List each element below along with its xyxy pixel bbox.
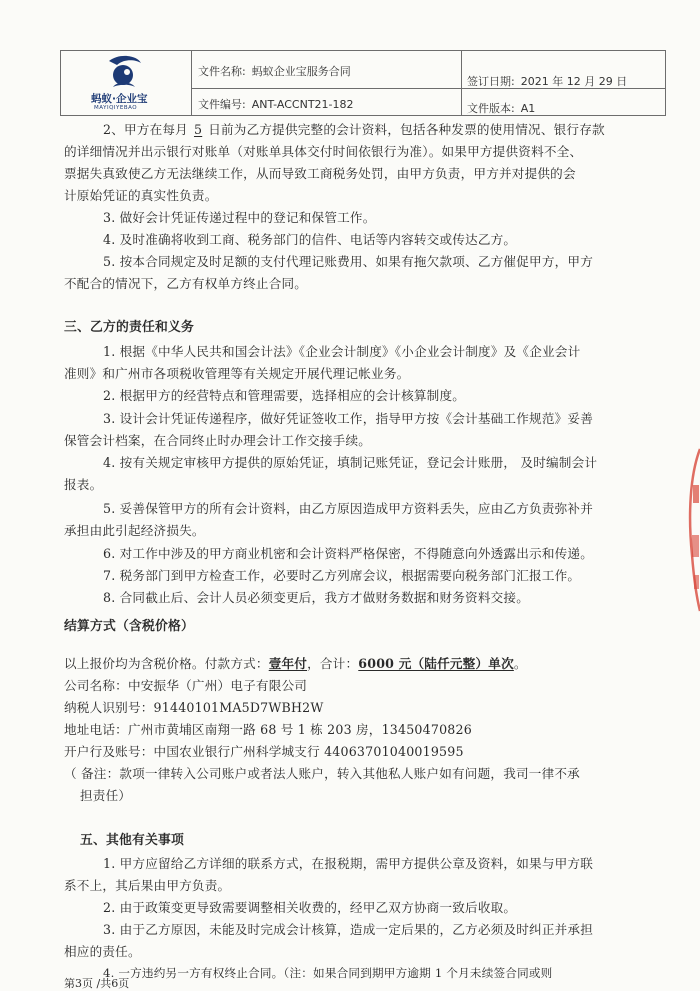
payment-end: 。 [513,656,527,671]
logo-brand-text: 蚂蚁·企业宝 [91,93,148,105]
doc-name-value: 蚂蚁企业宝服务合同 [251,65,351,78]
company-name: 公司名称：中安振华（广州）电子有限公司 [64,678,308,693]
s3-p4-line2: 报表。 [64,477,103,492]
tax-id: 纳税人识别号：91440101MA5D7WBH2W [64,700,324,715]
company-logo [61,51,191,115]
s3-p5-line1: 5. 妥善保管甲方的所有会计资料，由乙方原因造成甲方资料丢失，应由乙方负责弥补并 [103,501,593,516]
section5-heading: 五、其他有关事项 [80,833,184,848]
section3-heading: 三、乙方的责任和义务 [64,320,194,335]
version-cell [467,100,535,116]
doc-name-cell [198,63,351,79]
s2-p2-line3: 票据失真致使乙方无法继续工作，从而导致工商税务处罚，由甲方负责，甲方并对提供的会 [64,166,576,181]
doc-no-label: 文件编号: [198,98,246,111]
s2-p2-line2: 的详细情况并出示银行对账单（对账单具体交付时间依银行为准）。如果甲方提供资料不全、 [64,144,583,159]
s3-p2: 2. 根据甲方的经营特点和管理需要，选择相应的会计核算制度。 [103,388,466,403]
s2-p4: 4. 及时准确将收到工商、税务部门的信件、电话等内容转交或传达乙方。 [103,232,517,247]
settlement-note-line2: 担责任） [80,788,132,803]
s5-p3-line2: 相应的责任。 [64,944,141,959]
payment-prefix: 以上报价均为含税价格。付款方式： [64,656,269,671]
document-header-table [60,50,666,116]
logo-sub-text: MAYIQIYEBAO [94,105,138,111]
doc-no-cell [198,96,354,112]
s5-p2: 2. 由于政策变更导致需要调整相关收费的，经甲乙双方协商一致后收取。 [103,900,517,915]
s3-p6: 6. 对工作中涉及的甲方商业机密和会计资料严格保密，不得随意向外透露出示和传递。 [103,546,593,561]
s5-p1-line1: 1. 甲方应留给乙方详细的联系方式，在报税期，需甲方提供公章及资料，如果与甲方联 [103,856,593,871]
sign-date-value: 2021 年 12 月 29 日 [520,75,628,88]
version-value: A1 [520,102,536,115]
s3-p4-line1: 4. 按有关规定审核甲方提供的原始凭证，填制记账凭证，登记会计账册， 及时编制会计 [103,455,598,470]
s2-p2-line1 [103,124,605,137]
payment-total-label: ，合计： [307,656,359,671]
s2-p2-day: 5 [193,122,203,137]
s2-p2-line4: 计原始凭证的真实性负责。 [64,188,218,203]
s2-p5-line2: 不配合的情况下，乙方有权单方终止合同。 [64,276,308,291]
settlement-heading: 结算方式（含税价格） [64,619,194,634]
seal-stamp-icon [686,445,700,615]
header-divider [191,51,192,115]
bank-account: 开户行及账号：中国农业银行广州科学城支行 44063701040019595 [64,744,464,759]
address-phone: 地址电话：广州市黄埔区南翔一路 68 号 1 栋 203 房，13450470826 [64,722,472,737]
settlement-note-line1: （ 备注：款项一律转入公司账户或者法人账户，转入其他私人账户如有问题，我司一律不承 [64,766,580,781]
s2-p3: 3. 做好会计凭证传递过程中的登记和保管工作。 [103,210,376,225]
s3-p7: 7. 税务部门到甲方检查工作，必要时乙方列席会议，根据需要向税务部门汇报工作。 [103,568,581,583]
s3-p5-line2: 承担由此引起经济损失。 [64,523,205,538]
payment-total: 6000 元（陆仟元整）单次 [358,656,514,671]
doc-name-label: 文件名称: [198,65,246,78]
payment-method: 壹年付 [268,656,308,671]
s5-p4-line1: 4. 一方违约另一方有权终止合同。（注：如果合同到期甲方逾期 1 个月未续签合同或则 [103,966,553,980]
header-divider [461,51,462,115]
s2-p5-line1: 5. 按本合同规定及时足额的支付代理记账费用、如果有拖欠款项、乙方催促甲方，甲方 [103,254,593,269]
doc-no-value: ANT-ACCNT21-182 [251,98,354,111]
s5-p1-line2: 系不上，其后果由甲方负责。 [64,878,231,893]
s3-p3-line2: 保管会计档案，在合同终止时办理会计工作交接手续。 [64,433,372,448]
s3-p1-line2: 准则》和广州市各项税收管理等有关规定开展代理记帐业务。 [64,366,410,381]
s3-p8: 8. 合同截止后、会计人员必须变更后，我方才做财务数据和财务资料交接。 [103,590,530,605]
sign-date-cell [467,73,627,89]
s3-p3-line1: 3. 设计会计凭证传递程序，做好凭证签收工作，指导甲方按《会计基础工作规范》妥善 [103,411,593,426]
s5-p3-line1: 3. 由于乙方原因，未能及时完成会计核算，造成一定后果的，乙方必须及时纠正并承担 [103,922,593,937]
settlement-payment-line [64,658,527,671]
s3-p1-line1: 1. 根据《中华人民共和国会计法》《企业会计制度》《小企业会计制度》及《企业会计 [103,344,581,359]
page-number: 第3页 /共6页 [64,977,130,990]
sign-date-label: 签订日期: [467,75,515,88]
version-label: 文件版本: [467,102,515,115]
s2-p2-prefix: 2、甲方在每月 [103,122,188,137]
s2-p2-suffix: 日前为乙方提供完整的会计资料，包括各种发票的使用情况、银行存款 [208,122,605,137]
